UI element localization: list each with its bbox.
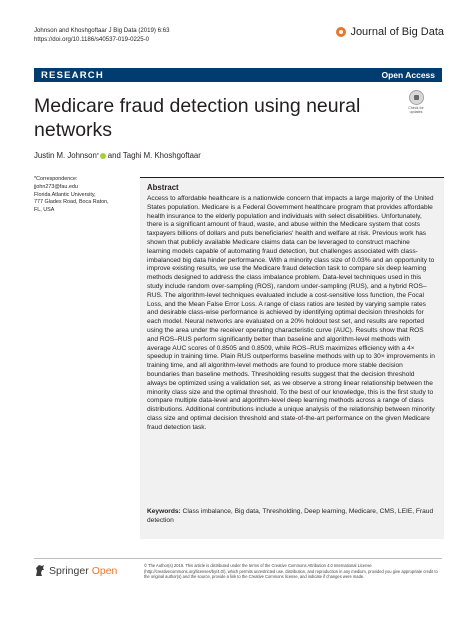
affiliation-line: FL, USA: [34, 207, 55, 214]
license-notice: © The Author(s) 2019. This article is distributed under the terms of the Creative Commons Attribution 4.0 International License (http://creativecommons.org/licenses/by/4.0/), which permits unrestricted use, distribution, and reproduction in any medium, provided you give appropriate credit to the original author(s) and the source, provide a link to the Creative Commons license, and indicate if changes were made.: [144, 563, 438, 580]
crossmark-text: Check for updates: [408, 106, 424, 114]
coauthor-text: and Taghi M. Khoshgoftaar: [107, 151, 201, 160]
author-name[interactable]: Justin M. Johnson: [34, 151, 97, 160]
journal-logo-icon: [336, 27, 346, 37]
doi-link[interactable]: https://doi.org/10.1186/s40537-019-0225-0: [34, 35, 150, 43]
keywords-list: Class imbalance, Big data, Thresholding, Deep learning, Medicare, CMS, LEIE, Fraud detection: [147, 508, 434, 524]
keywords-label: Keywords:: [147, 508, 181, 515]
orcid-icon[interactable]: [100, 153, 106, 159]
open-access-label: Open Access: [381, 70, 435, 80]
article-title: Medicare fraud detection using neural networks: [34, 95, 361, 141]
springer-open-logo: [34, 564, 117, 577]
author-list: [34, 151, 201, 160]
article-citation: [34, 27, 170, 44]
publisher-open: Open: [91, 564, 118, 577]
publisher-name: Springer: [49, 564, 89, 577]
abstract-heading: Abstract: [147, 183, 179, 192]
check-for-updates-badge[interactable]: [404, 90, 428, 116]
correspondence-info: [34, 176, 119, 215]
citation-line: Johnson and Khoshgoftaar J Big Data (2019) 6:63: [34, 27, 170, 34]
journal-name: Journal of Big Data: [350, 26, 444, 38]
article-type: RESEARCH: [41, 69, 104, 81]
abstract-box: [140, 177, 444, 539]
abstract-body: Access to affordable healthcare is a nationwide concern that impacts a large majority of the United States population. Medicare is a Federal Government healthcare program that provides affordable health insurance to the elderly population and individuals with select disabilities. Unfortunately, there is a significant amount of fraud, waste, and abuse within the Medicare system that costs taxpayers billions of dollars and puts beneficiaries' health and welfare at risk. Previous work has shown that publicly available Medicare claims data can be leveraged to construct machine learning models capable of automating fraud detection, but challenges associated with class-imbalanced big data hinder performance. With a minority class size of 0.03% and an opportunity to improve existing results, we use the Medicare fraud detection task to compare six deep learning methods designed to address the class imbalance problem. Data-level techniques used in this study include random over-sampling (ROS), random under-sampling (RUS), and a hybrid ROS–RUS. The algorithm-level techniques evaluated include a cost-sensitive loss function, the Focal Loss, and the Mean False Error Loss. A range of class ratios are tested by varying sample rates and desirable class-wise performance is achieved by identifying optimal decision thresholds for each model. Neural networks are evaluated on a 20% holdout test set, and results are reported using the area under the receiver operating characteristic curve (AUC). Results show that ROS and ROS–RUS perform significantly better than baseline and algorithm-level methods with average AUC scores of 0.8505 and 0.8509, while ROS–RUS maximizes efficiency with a 4× speedup in training time. Plain RUS outperforms baseline methods with up to 30× improvements in training time, and all algorithm-level methods are found to produce more stable decision boundaries than baseline methods. Thresholding results suggest that the decision threshold always be optimized using a validation set, as we observe a strong linear relationship between the minority class size and the optimal threshold. To the best of our knowledge, this is the first study to compare multiple data-level and algorithm-level deep learning methods across a range of class distributions. Additional contributions include a unique analysis of the relationship between minority class size and optimal decision threshold and state-of-the-art performance on the given Medicare fraud detection task.: [147, 195, 435, 431]
affiliation-line: 777 Glades Road, Boca Raton,: [34, 199, 109, 206]
journal-brand[interactable]: [336, 26, 444, 38]
correspondence-label: *Correspondence:: [34, 176, 78, 182]
affiliation-line: Florida Atlantic University,: [34, 191, 96, 198]
crossmark-icon: [409, 90, 424, 105]
corresponding-marker: *: [96, 152, 99, 159]
springer-horse-icon: [34, 564, 46, 577]
footer-divider: [34, 558, 442, 559]
keywords: [147, 508, 435, 526]
article-type-banner: [34, 68, 442, 82]
correspondence-email[interactable]: jjohn273@fau.edu: [34, 183, 78, 190]
